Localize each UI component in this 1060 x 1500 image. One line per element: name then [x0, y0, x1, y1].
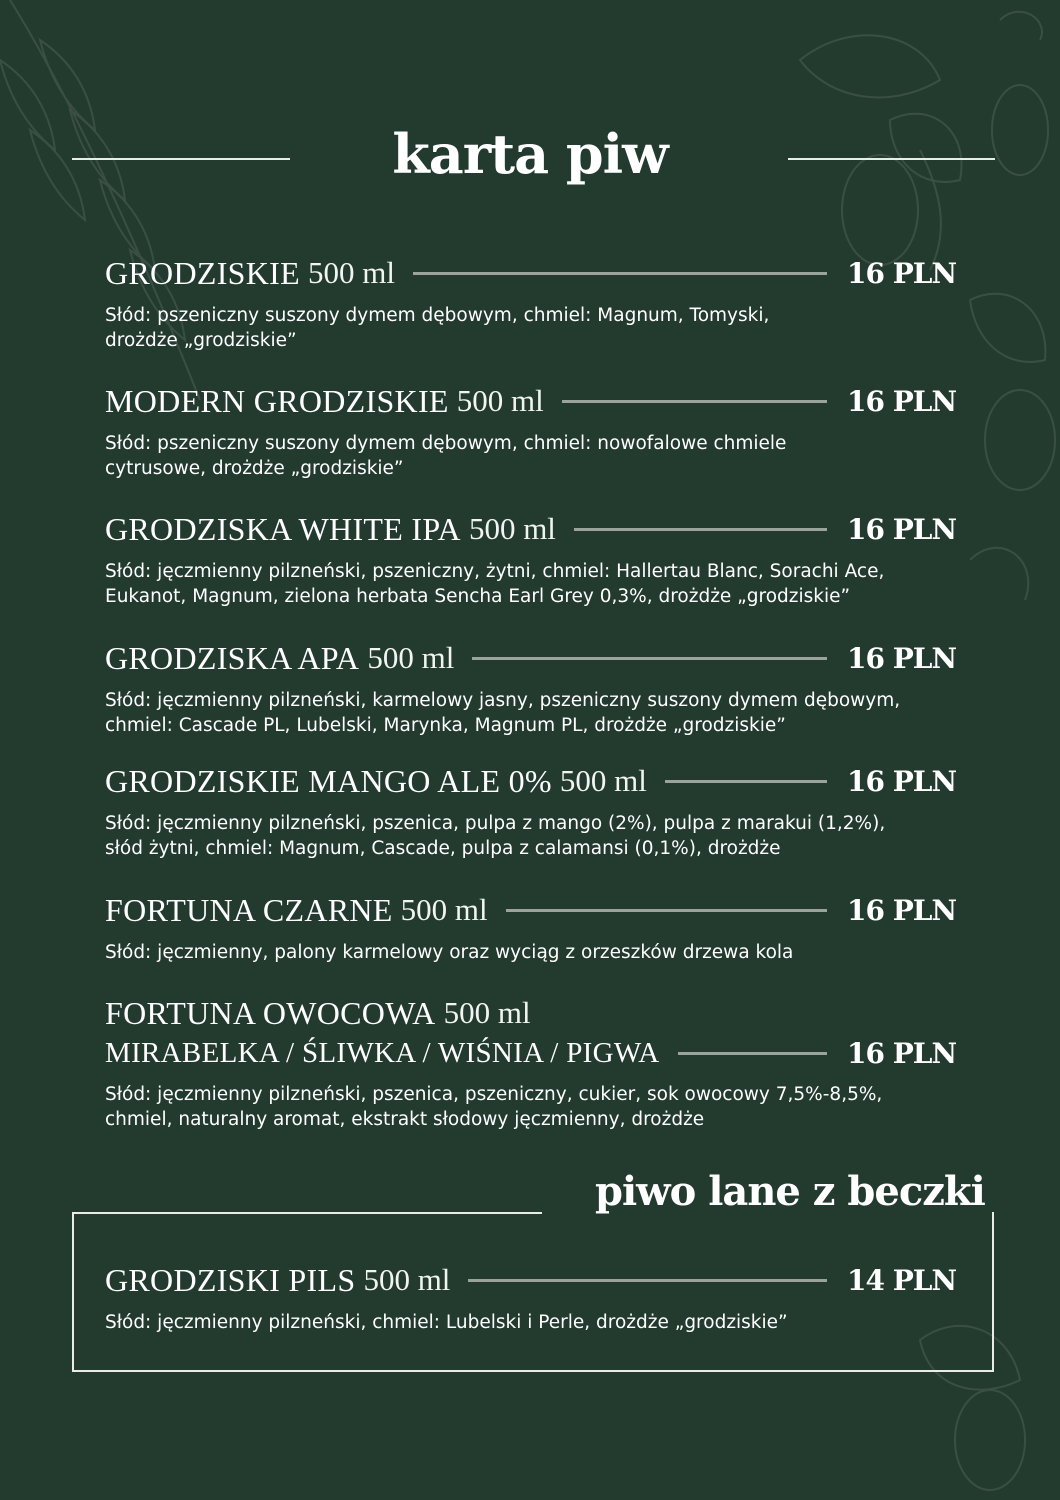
item-volume: 500 ml: [456, 383, 544, 418]
price-leader-line: [665, 780, 827, 783]
item-description: [105, 811, 985, 861]
price-leader-line: [562, 400, 827, 403]
menu-item-grodziski-pils: [105, 1260, 985, 1335]
item-volume: 500 ml: [468, 511, 556, 546]
menu-item-fortuna-owocowa: [105, 994, 985, 1132]
item-price: 16 PLN: [847, 893, 957, 927]
item-volume: 500 ml: [559, 763, 647, 798]
frame-line: [72, 1370, 994, 1372]
price-leader-line: [472, 657, 827, 660]
description-line: cytrusowe, drożdże „grodziskie”: [105, 458, 404, 479]
item-price: 16 PLN: [847, 1036, 957, 1070]
menu-item: [105, 381, 985, 481]
item-description: [105, 688, 985, 738]
item-name: GRODZISKA APA: [105, 639, 360, 676]
item-description: [105, 559, 985, 609]
item-volume: 500 ml: [363, 1262, 451, 1297]
item-name: GRODZISKIE: [105, 254, 300, 291]
item-name: MODERN GRODZISKIE: [105, 382, 449, 419]
item-name: GRODZISKA WHITE IPA: [105, 510, 461, 547]
price-leader-line: [506, 909, 827, 912]
item-name: GRODZISKIE MANGO ALE 0%: [105, 762, 552, 799]
description-line: Eukanot, Magnum, zielona herbata Sencha Earl Grey 0,3%, drożdże „grodziskie”: [105, 586, 851, 607]
section-title-draft: piwo lane z beczki: [595, 1168, 985, 1215]
menu-item: [105, 253, 985, 353]
description-line: Słód: pszeniczny suszony dymem dębowym, chmiel: Magnum, Tomyski,: [105, 305, 770, 326]
description-line: Słód: jęczmienny, palony karmelowy oraz wyciąg z orzeszków drzewa kola: [105, 942, 794, 963]
item-volume: 500 ml: [307, 255, 395, 290]
price-leader-line: [574, 528, 827, 531]
description-line: Słód: jęczmienny pilzneński, karmelowy jasny, pszeniczny suszony dymem dębowym,: [105, 690, 901, 711]
menu-item: [105, 638, 985, 738]
description-line: Słód: jęczmienny pilzneński, pszeniczny, żytni, chmiel: Hallertau Blanc, Sorachi Ace,: [105, 561, 885, 582]
title-divider-right: [788, 158, 995, 160]
item-description: [105, 940, 985, 965]
item-description: Słód: jęczmienny pilzneński, pszenica, pszeniczny, cukier, sok owocowy 7,5%-8,5%, chmiel, naturalny aromat, ekstrakt słodowy jęczmienny, drożdże: [105, 1084, 883, 1130]
item-name: FORTUNA OWOCOWA: [105, 994, 436, 1031]
price-leader-line: [678, 1052, 827, 1055]
item-variants: MIRABELKA / ŚLIWKA / WIŚNIA / PIGWA: [105, 1036, 660, 1069]
item-price: 16 PLN: [847, 256, 957, 290]
page-title: karta piw: [392, 122, 668, 186]
item-description: Słód: jęczmienny pilzneński, chmiel: Lubelski i Perle, drożdże „grodziskie”: [105, 1312, 788, 1333]
item-volume: 500 ml: [367, 640, 455, 675]
description-line: drożdże „grodziskie”: [105, 330, 297, 351]
description-line: Słód: jęczmienny pilzneński, pszenica, pulpa z mango (2%), pulpa z marakui (1,2%),: [105, 813, 886, 834]
menu-item: [105, 509, 985, 609]
description-line: chmiel: Cascade PL, Lubelski, Marynka, Magnum PL, drożdże „grodziskie”: [105, 715, 786, 736]
item-price: 14 PLN: [847, 1263, 957, 1297]
item-name: FORTUNA CZARNE: [105, 891, 393, 928]
price-leader-line: [413, 272, 827, 275]
description-line: Słód: pszeniczny suszony dymem dębowym, chmiel: nowofalowe chmiele: [105, 433, 787, 454]
header: [0, 118, 1060, 198]
wheat-ear-decoration: [0, 0, 230, 420]
item-description: [105, 431, 985, 481]
item-description: [105, 303, 985, 353]
frame-line: [72, 1212, 542, 1214]
menu-item: [105, 890, 985, 965]
item-price: 16 PLN: [847, 764, 957, 798]
item-volume: 500 ml: [400, 892, 488, 927]
item-volume: 500 ml: [443, 995, 531, 1030]
item-price: 16 PLN: [847, 512, 957, 546]
frame-line: [72, 1212, 74, 1372]
price-leader-line: [468, 1279, 827, 1282]
description-line: słód żytni, chmiel: Magnum, Cascade, pulpa z calamansi (0,1%), drożdże: [105, 838, 781, 859]
frame-line: [992, 1212, 994, 1372]
menu-item: [105, 761, 985, 861]
item-name: GRODZISKI PILS: [105, 1261, 356, 1298]
item-price: 16 PLN: [847, 641, 957, 675]
item-price: 16 PLN: [847, 384, 957, 418]
